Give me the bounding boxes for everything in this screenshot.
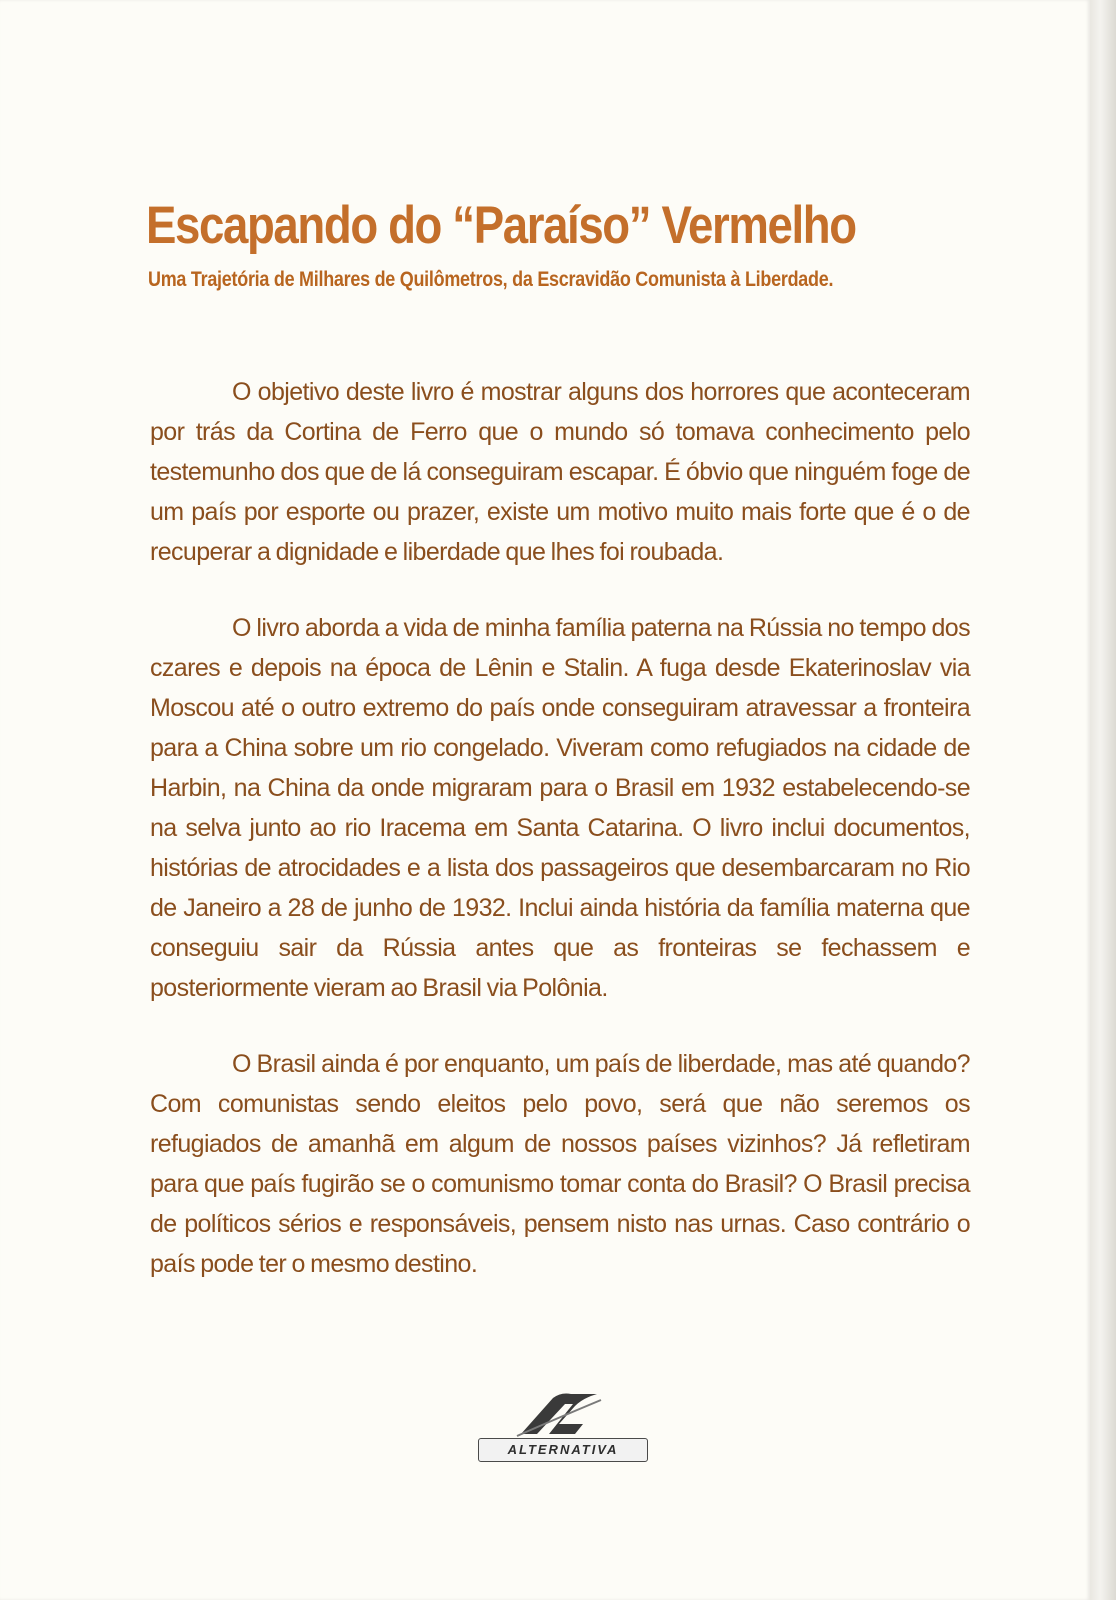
publisher-name: ALTERNATIVA: [478, 1438, 648, 1462]
synopsis-paragraph-1: O objetivo deste livro é mostrar alguns dos horrores que aconteceram por trás da Cortina de Ferro que o mundo só tomava conhecimento pelo testemunho dos que de lá conseguiram escapar. É óbvio que ninguém foge de um país por esporte ou prazer, existe um motivo muito mais forte que é o de recuperar a dignidade e liberdade que lhes foi roubada.: [150, 378, 970, 566]
synopsis-paragraph-3: O Brasil ainda é por enquanto, um país de liberdade, mas até quando? Com comunistas sendo eleitos pelo povo, será que não seremos os refugiados de amanhã em algum de nossos países vizinhos? Já refletiram para que país fugirão se o comunismo tomar conta do Brasil? O Brasil precisa de políticos sérios e responsáveis, pensem nisto nas urnas. Caso contrário o país pode ter o mesmo destino.: [150, 1050, 970, 1278]
synopsis: [150, 372, 970, 1320]
book-subtitle: Uma Trajetória de Milhares de Quilômetros, da Escravidão Comunista à Liberdade.: [148, 268, 834, 291]
publisher-logo-icon: [513, 1390, 603, 1440]
book-title: Escapando do “Paraíso” Vermelho: [146, 196, 856, 255]
page-edge: [1090, 0, 1116, 1600]
publisher-logo: [478, 1390, 648, 1470]
synopsis-paragraph-2: O livro aborda a vida de minha família paterna na Rússia no tempo dos czares e depois na época de Lênin e Stalin. A fuga desde Ekaterinoslav via Moscou até o outro extremo do país onde conseguiram atravessar a fronteira para a China sobre um rio congelado. Viveram como refugiados na cidade de Harbin, na China da onde migraram para o Brasil em 1932 estabelecendo-se na selva junto ao rio Iracema em Santa Catarina. O livro inclui documentos, histórias de atrocidades e a lista dos passageiros que desembarcaram no Rio de Janeiro a 28 de junho de 1932. Inclui ainda história da família materna que conseguiu sair da Rússia antes que as fronteiras se fechassem e posteriormente vieram ao Brasil via Polônia.: [150, 614, 970, 1002]
